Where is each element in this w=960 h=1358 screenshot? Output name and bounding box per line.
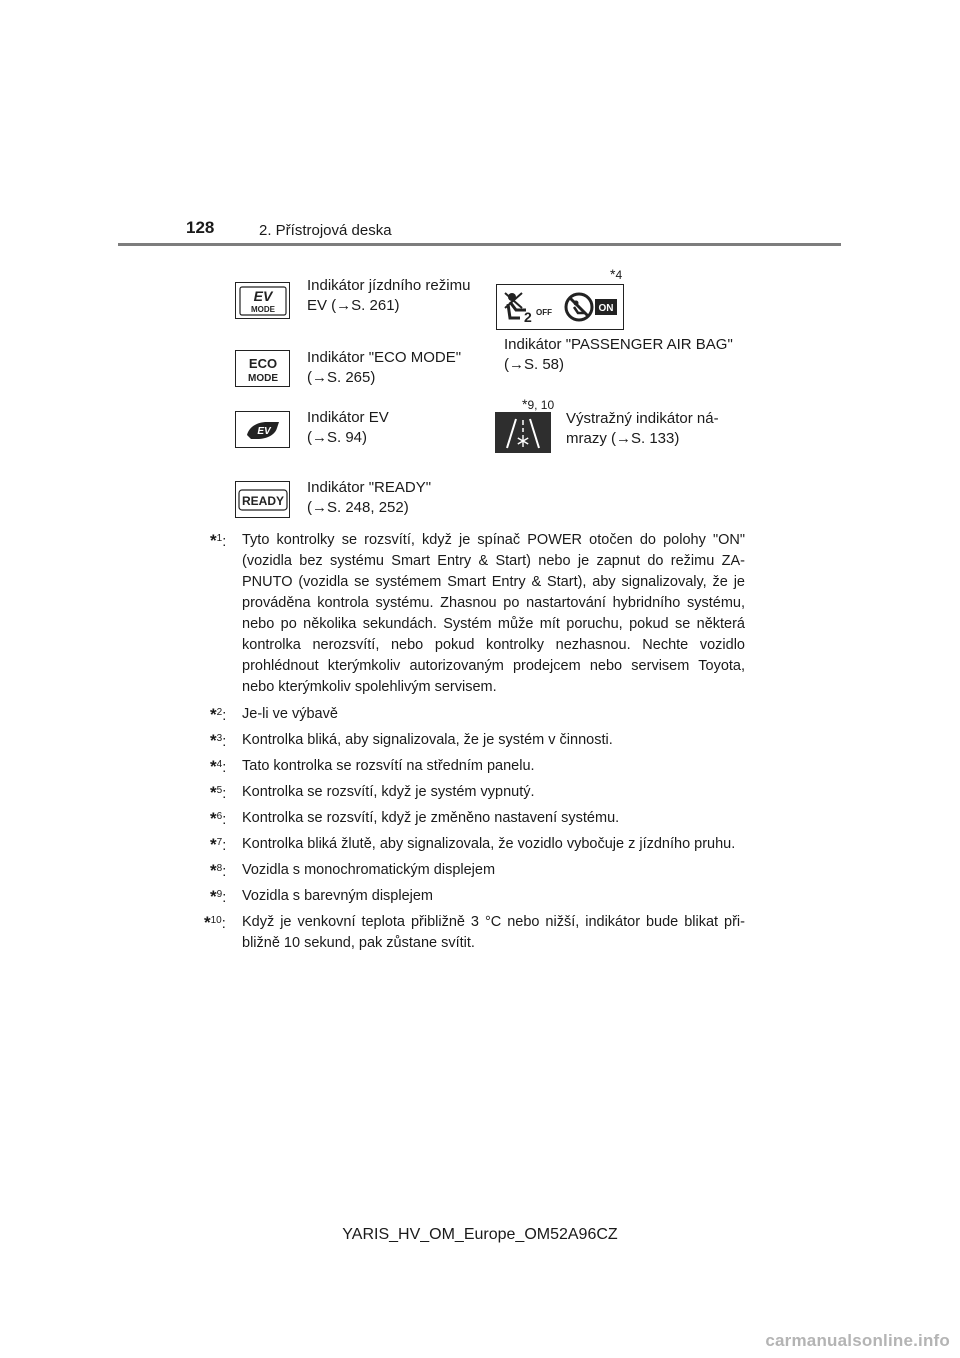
section-title: 2. Přístrojová deska <box>259 222 392 239</box>
footnote-marker: *$^8$: <box>210 861 227 880</box>
svg-text:ON: ON <box>598 303 614 314</box>
footnote-marker: *$^{10}$: <box>204 913 226 932</box>
footnote-marker: *$^5$: <box>210 783 227 802</box>
footnote-item <box>210 886 745 907</box>
eco-mode-icon <box>235 350 290 387</box>
svg-text:EV: EV <box>253 287 272 304</box>
svg-text:MODE: MODE <box>250 304 275 314</box>
ice-warning-indicator-text: Výstražný indikátor ná- mrazy (→S. 133) <box>566 410 719 447</box>
footnote-marker: *$^4$: <box>210 757 227 776</box>
footnote-text: Je-li ve výbavě <box>242 706 338 722</box>
footnote-text: Kontrolka bliká žlutě, aby signalizovala, že vozidlo vybočuje z jízdního pruhu. <box>242 836 736 852</box>
ev-mode-icon <box>235 282 290 319</box>
footnote-item <box>210 756 745 777</box>
ev-icon <box>235 411 290 448</box>
svg-text:ECO: ECO <box>248 355 277 371</box>
footnote-item <box>210 704 745 725</box>
header-rule <box>118 243 841 246</box>
airbag-indicator-text: Indikátor "PASSENGER AIR BAG" (→S. 58) <box>504 336 733 373</box>
footnote-text: Kontrolka se rozsvítí, když je systém vypnutý. <box>242 784 535 800</box>
footnote-text: Vozidla s monochromatickým displejem <box>242 862 496 878</box>
footnote-item <box>210 808 745 829</box>
footnote-item <box>210 730 745 751</box>
footnote-text: Tato kontrolka se rozsvítí na středním panelu. <box>242 758 535 774</box>
footnote-marker: *$^2$: <box>210 705 227 724</box>
svg-text:EV: EV <box>256 425 271 437</box>
svg-text:MODE: MODE <box>247 372 278 384</box>
footnote-text: Když je venkovní teplota přibližně 3 °C nebo nižší, indikátor bude blikat přibližně 10 sekund, pak zůstane svítit. <box>242 914 745 951</box>
svg-text:READY: READY <box>241 493 284 508</box>
footnote-item <box>210 860 745 881</box>
passenger-airbag-icon <box>496 284 624 330</box>
footnote-text: Tyto kontrolky se rozsvítí, když je spínač POWER otočen do polohy "ON" (vozidla bez systému Smart Entry & Start) nebo je zapnut do režimu ZAPNUTO (vozidla se systémem Smart Entry & Start), aby signalizovaly, že je prováděna kontrola systému. Zhasnou po nastartování hybridního systému, nebo po několika sekundách. Systém může mít poruchu, pokud se některá kontrolka nerozsvítí, nebo pokud kontrolky nezhasnou. Nechte vozidlo prohlédnout kterýmkoliv autorizovaným prodejcem nebo servisem Toyota, nebo kterýmkoliv spolehlivým servisem. <box>242 532 745 695</box>
page-number: 128 <box>186 218 215 237</box>
document-code: YARIS_HV_OM_Europe_OM52A96CZ <box>342 1226 618 1243</box>
footnote-text: Kontrolka se rozsvítí, když je změněno nastavení systému. <box>242 810 620 826</box>
footnote-item <box>210 782 745 803</box>
svg-text:OFF: OFF <box>536 308 552 317</box>
footnote-text: Kontrolka bliká, aby signalizovala, že je systém v činnosti. <box>242 732 613 748</box>
eco-mode-indicator-text: Indikátor "ECO MODE" (→S. 265) <box>307 349 462 386</box>
footnote-marker: *$^7$: <box>210 835 227 854</box>
ice-footnote-ref: *9, 10 <box>522 396 555 412</box>
ready-indicator-text: Indikátor "READY" (→S. 248, 252) <box>307 479 432 516</box>
footnote-marker: *$^1$: <box>210 531 227 550</box>
ready-icon <box>235 481 290 518</box>
footnote-item <box>210 530 745 698</box>
ev-indicator-text: Indikátor EV (→S. 94) <box>307 409 389 446</box>
svg-text:2: 2 <box>524 309 532 325</box>
footnote-marker: *$^6$: <box>210 809 227 828</box>
footnotes <box>204 530 745 959</box>
ev-mode-indicator-text: Indikátor jízdního režimu EV (→S. 261) <box>307 277 471 314</box>
watermark: carmanualsonline.info <box>765 1331 950 1350</box>
airbag-footnote-ref: *4 <box>610 266 623 282</box>
footnote-item <box>204 912 745 954</box>
footnote-text: Vozidla s barevným displejem <box>242 888 434 904</box>
footnote-marker: *$^3$: <box>210 731 227 750</box>
icy-road-icon <box>495 412 551 453</box>
footnote-marker: *$^9$: <box>210 887 227 906</box>
footnote-item <box>210 834 745 855</box>
